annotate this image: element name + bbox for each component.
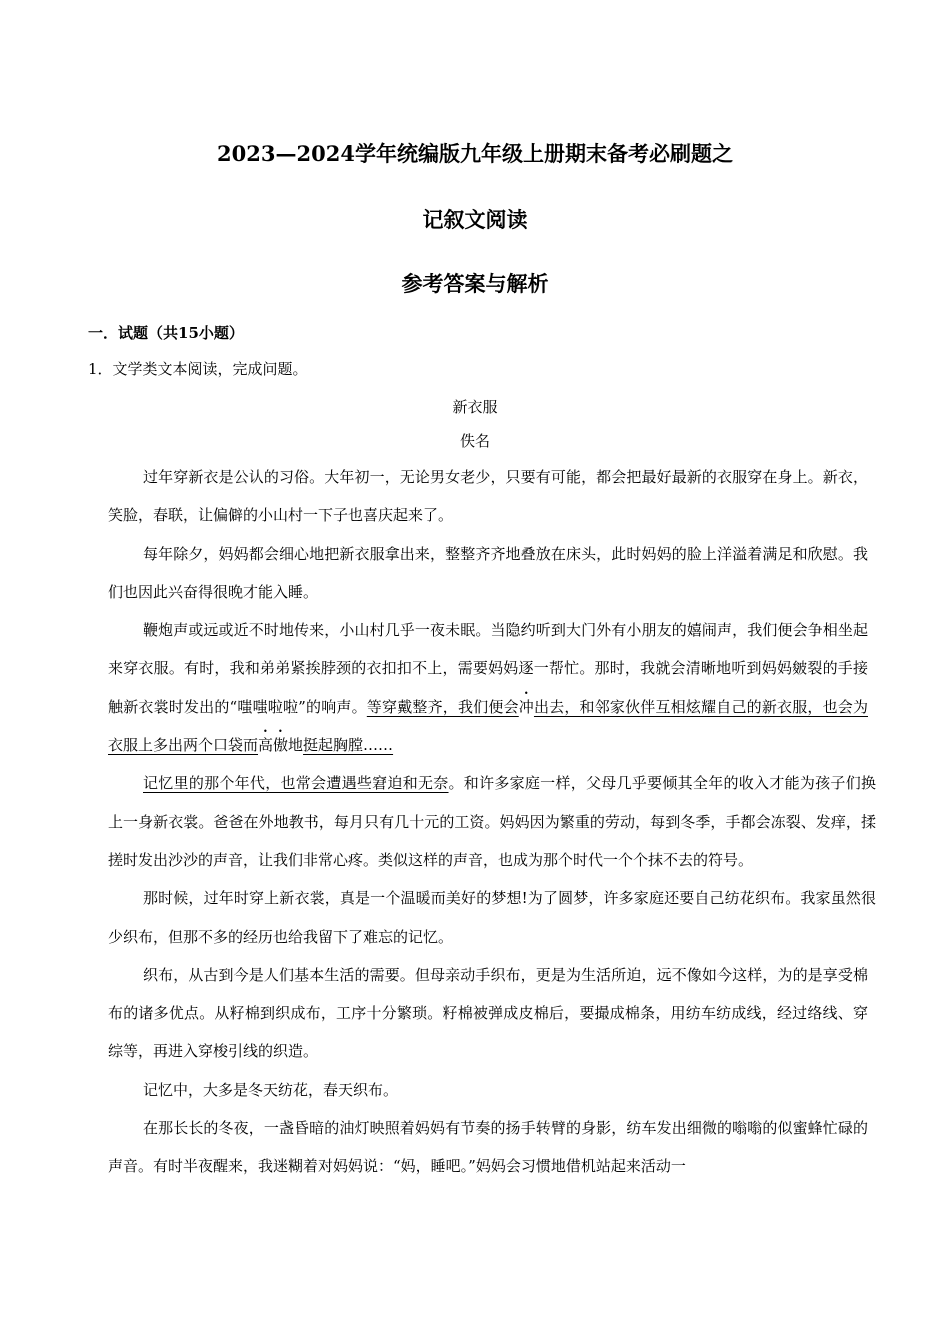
essay-body — [108, 458, 876, 1186]
paragraph-8: 在那长长的冬夜，一盏昏暗的油灯映照着妈妈有节奏的扬手转臂的身影，纺车发出细微的嗡嗡的似蜜蜂忙碌的声音。有时半夜醒来，我迷糊着对妈妈说：“妈，睡吧。”妈妈会习惯地借机站起来活动一 — [108, 1119, 868, 1176]
title-line-2: 记叙文阅读 — [422, 207, 528, 232]
emphasis-word-gaoao: 高傲 — [258, 736, 289, 755]
paragraph-6: 织布，从古到今是人们基本生活的需要。但母亲动手织布，更是为生活所迫，远不像如今这样，为的是享受棉布的诸多优点。从籽棉到织成布，工序十分繁琐。籽棉被弹成皮棉后，要撮成棉条，用纺车纺成线，经过络线、穿综等，再进入穿梭引线的织造。 — [108, 965, 868, 1061]
underlined-phrase-3: 挺起胸膛…… — [303, 736, 394, 755]
question-1-prompt: 1．文学类文本阅读，完成问题。 — [88, 360, 308, 378]
paragraph-4-text: 。和许多家庭一样，父母几乎要倾其全年的收入才能为孩子们换上一身新衣裳。爸爸在外地教书，每月只有几十元的工资。妈妈因为繁重的劳动，每到冬季，手都会冻裂、发痒，揉搓时发出沙沙的声音，让我们非常心疼。类似这样的声音，也成为那个时代一个个抹不去的符号。 — [108, 774, 876, 869]
underlined-sentence: 记忆里的那个年代，也常会遭遇些窘迫和无奈 — [143, 774, 449, 793]
title-line-1: 2023—2024学年统编版九年级上册期末备考必刷题之 — [217, 141, 733, 166]
paragraph-3 — [108, 611, 868, 764]
paragraph-1: 过年穿新衣是公认的习俗。大年初一，无论男女老少，只要有可能，都会把最好最新的衣服穿在身上。新衣，笑脸，春联，让偏僻的小山村一下子也喜庆起来了。 — [108, 468, 868, 525]
title-line-3: 参考答案与解析 — [401, 271, 549, 296]
underlined-phrase-1: 等穿戴整齐，我们便会 — [366, 697, 519, 716]
section-heading: 一．试题（共15小题） — [88, 324, 244, 342]
paragraph-3-connector: 地 — [288, 736, 304, 755]
paragraph-4 — [108, 764, 876, 879]
essay-author: 佚名 — [459, 432, 490, 450]
underlined-phrase-2: 出去，和邻家伙伴互相炫耀自己的新衣服，也会为衣服上多出两个口袋而 — [108, 697, 868, 755]
paragraph-7: 记忆中，大多是冬天纺花，春天织布。 — [143, 1080, 399, 1099]
essay-title: 新衣服 — [452, 398, 498, 416]
emphasis-word-chong: 冲 — [518, 697, 534, 716]
paragraph-2: 每年除夕，妈妈都会细心地把新衣服拿出来，整整齐齐地叠放在床头，此时妈妈的脸上洋溢着满足和欣慰。我们也因此兴奋得很晚才能入睡。 — [108, 544, 868, 601]
paragraph-5: 那时候，过年时穿上新衣裳，真是一个温暖而美好的梦想!为了圆梦，许多家庭还要自己纺花织布。我家虽然很少织布，但那不多的经历也给我留下了难忘的记忆。 — [108, 889, 876, 946]
paragraph-3-text: 鞭炮声或远或近不时地传来，小山村几乎一夜未眠。当隐约听到大门外有小朋友的嬉闹声，我们便会争相坐起来穿衣服。有时，我和弟弟紧挨脖颈的衣扣扣不上，需要妈妈逐一帮忙。那时，我就会清晰地听到妈妈皴裂的手接触新衣裳时发出的“嗤嗤啦啦”的响声。 — [108, 621, 868, 716]
